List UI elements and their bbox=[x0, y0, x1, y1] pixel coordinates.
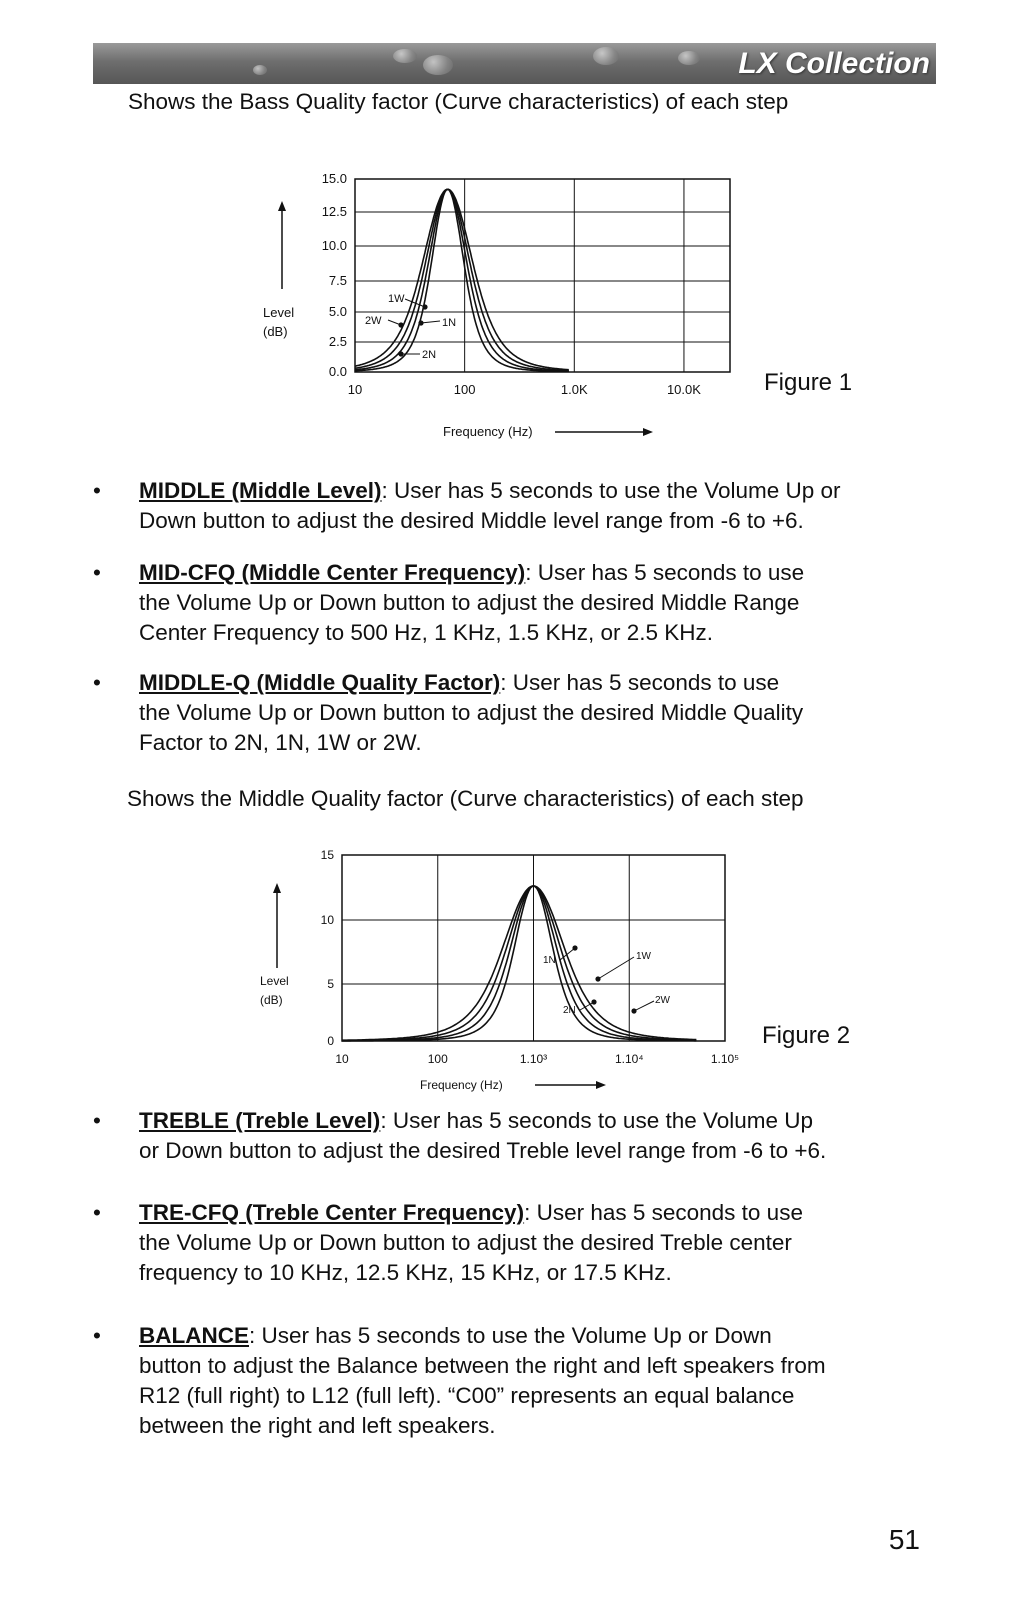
y-tick-label: 5 bbox=[327, 977, 334, 991]
bullet-dot: • bbox=[93, 670, 101, 695]
water-drop-decoration bbox=[253, 65, 267, 75]
curve-2w bbox=[355, 189, 569, 369]
water-drop-decoration bbox=[593, 47, 619, 65]
bullet-text: : User has 5 seconds to use the Volume Up or Down bbox=[249, 1323, 772, 1348]
curve-label: 2N bbox=[422, 349, 437, 361]
y-tick-label: 0 bbox=[327, 1034, 334, 1048]
x-axis-arrow-icon bbox=[643, 428, 653, 436]
middle-q-chart bbox=[250, 845, 750, 1095]
water-drop-decoration bbox=[393, 49, 417, 63]
bullet-text: : User has 5 seconds to use bbox=[500, 670, 780, 695]
x-tick-label: 10 bbox=[335, 1052, 349, 1066]
x-axis-arrow-icon bbox=[596, 1081, 606, 1089]
bullet-term: BALANCE bbox=[139, 1323, 249, 1348]
curve-label: 2W bbox=[365, 315, 382, 327]
y-tick-label: 5.0 bbox=[328, 304, 347, 319]
bullet-text: : User has 5 seconds to use bbox=[525, 560, 805, 585]
x-axis-label: Frequency (Hz) bbox=[420, 1078, 503, 1092]
bullet-text: : User has 5 seconds to use bbox=[524, 1200, 803, 1225]
middle-caption: Shows the Middle Quality factor (Curve characteristics) of each step bbox=[127, 786, 804, 811]
y-tick-label: 15 bbox=[320, 848, 334, 862]
bass-q-chart bbox=[250, 165, 730, 450]
y-tick-label: 15.0 bbox=[321, 171, 347, 186]
y-tick-label: 10.0 bbox=[321, 238, 347, 253]
header-banner bbox=[93, 43, 936, 84]
x-tick-label: 10 bbox=[347, 382, 363, 397]
bullet-text: the Volume Up or Down button to adjust the desired Treble center bbox=[139, 1230, 792, 1255]
x-tick-label: 100 bbox=[453, 382, 476, 397]
bullet-text: : User has 5 seconds to use the Volume Up bbox=[380, 1108, 814, 1133]
y-tick-label: 12.5 bbox=[321, 204, 347, 219]
x-tick-label: 10.0K bbox=[666, 382, 701, 397]
bullet-text: Center Frequency to 500 Hz, 1 KHz, 1.5 KHz, or 2.5 KHz. bbox=[139, 620, 714, 645]
x-tick-label: 1.0K bbox=[560, 382, 588, 397]
bullet-term: TRE-CFQ (Treble Center Frequency) bbox=[139, 1200, 525, 1225]
curve-label: 2N bbox=[563, 1005, 576, 1016]
callout-line bbox=[634, 1001, 654, 1011]
bullet-dot: • bbox=[93, 478, 101, 503]
callout-line bbox=[598, 957, 634, 979]
y-axis-unit: (dB) bbox=[260, 993, 283, 1007]
callout-dot bbox=[591, 999, 596, 1004]
x-axis-label: Frequency (Hz) bbox=[443, 424, 533, 439]
y-axis-unit: (dB) bbox=[263, 324, 288, 339]
bullet-text: between the right and left speakers. bbox=[139, 1413, 496, 1438]
bullet-term: MID-CFQ (Middle Center Frequency) bbox=[139, 560, 526, 585]
plot-frame bbox=[355, 179, 730, 372]
bullet-text: frequency to 10 KHz, 12.5 KHz, 15 KHz, or 17.5 KHz. bbox=[139, 1260, 672, 1285]
x-tick-label: 1.10⁵ bbox=[710, 1052, 740, 1066]
figure-1-label: Figure 1 bbox=[764, 369, 853, 396]
callout-dot bbox=[572, 945, 577, 950]
bullet-dot: • bbox=[93, 1323, 101, 1348]
bullet-text: R12 (full right) to L12 (full left). “C00” represents an equal balance bbox=[139, 1383, 795, 1408]
bullet-term: MIDDLE (Middle Level) bbox=[139, 478, 382, 503]
bullet-text: or Down button to adjust the desired Treble level range from -6 to +6. bbox=[139, 1138, 827, 1163]
water-drop-decoration bbox=[678, 51, 700, 65]
curve-label: 1N bbox=[543, 955, 556, 966]
callout-dot bbox=[418, 320, 423, 325]
bullet-text: : User has 5 seconds to use the Volume Up or bbox=[381, 478, 841, 503]
bullet-text: Factor to 2N, 1N, 1W or 2W. bbox=[139, 730, 422, 755]
bullet-text: the Volume Up or Down button to adjust the desired Middle Range bbox=[139, 590, 800, 615]
curve-label: 1W bbox=[388, 293, 405, 305]
callout-dot bbox=[631, 1008, 636, 1013]
y-axis-arrow-icon bbox=[278, 201, 286, 211]
x-tick-label: 1.10⁴ bbox=[614, 1052, 644, 1066]
x-tick-label: 100 bbox=[427, 1052, 448, 1066]
y-axis-arrow-icon bbox=[273, 883, 281, 893]
callout-dot bbox=[398, 351, 403, 356]
curve-1w bbox=[342, 886, 696, 1041]
bullet-dot: • bbox=[93, 1108, 101, 1133]
bullet-dot: • bbox=[93, 1200, 101, 1225]
banner-title: LX Collection bbox=[738, 47, 930, 80]
y-tick-label: 2.5 bbox=[328, 334, 347, 349]
bullet-term: MIDDLE-Q (Middle Quality Factor) bbox=[139, 670, 501, 695]
bullet-text: the Volume Up or Down button to adjust the desired Middle Quality bbox=[139, 700, 804, 725]
bullet-text: button to adjust the Balance between the right and left speakers from bbox=[139, 1353, 826, 1378]
x-tick-label: 1.10³ bbox=[519, 1052, 548, 1066]
y-axis-label: Level bbox=[263, 305, 295, 320]
bullet-dot: • bbox=[93, 560, 101, 585]
curve-label: 1W bbox=[636, 951, 651, 962]
bullet-term: TREBLE (Treble Level) bbox=[139, 1108, 381, 1133]
callout-dot bbox=[422, 304, 427, 309]
callout-line bbox=[421, 321, 440, 323]
bass-caption: Shows the Bass Quality factor (Curve characteristics) of each step bbox=[128, 89, 789, 114]
y-axis-label: Level bbox=[260, 974, 289, 988]
callout-dot bbox=[595, 976, 600, 981]
y-tick-label: 7.5 bbox=[328, 273, 347, 288]
water-drop-decoration bbox=[423, 55, 453, 75]
curve-label: 1N bbox=[442, 317, 457, 329]
y-tick-label: 0.0 bbox=[328, 364, 347, 379]
callout-dot bbox=[398, 322, 403, 327]
curve-label: 2W bbox=[655, 995, 670, 1006]
page-number: 51 bbox=[888, 1524, 920, 1555]
y-tick-label: 10 bbox=[320, 913, 334, 927]
figure-2-label: Figure 2 bbox=[762, 1022, 851, 1049]
bullet-text: Down button to adjust the desired Middle level range from -6 to +6. bbox=[139, 508, 804, 533]
